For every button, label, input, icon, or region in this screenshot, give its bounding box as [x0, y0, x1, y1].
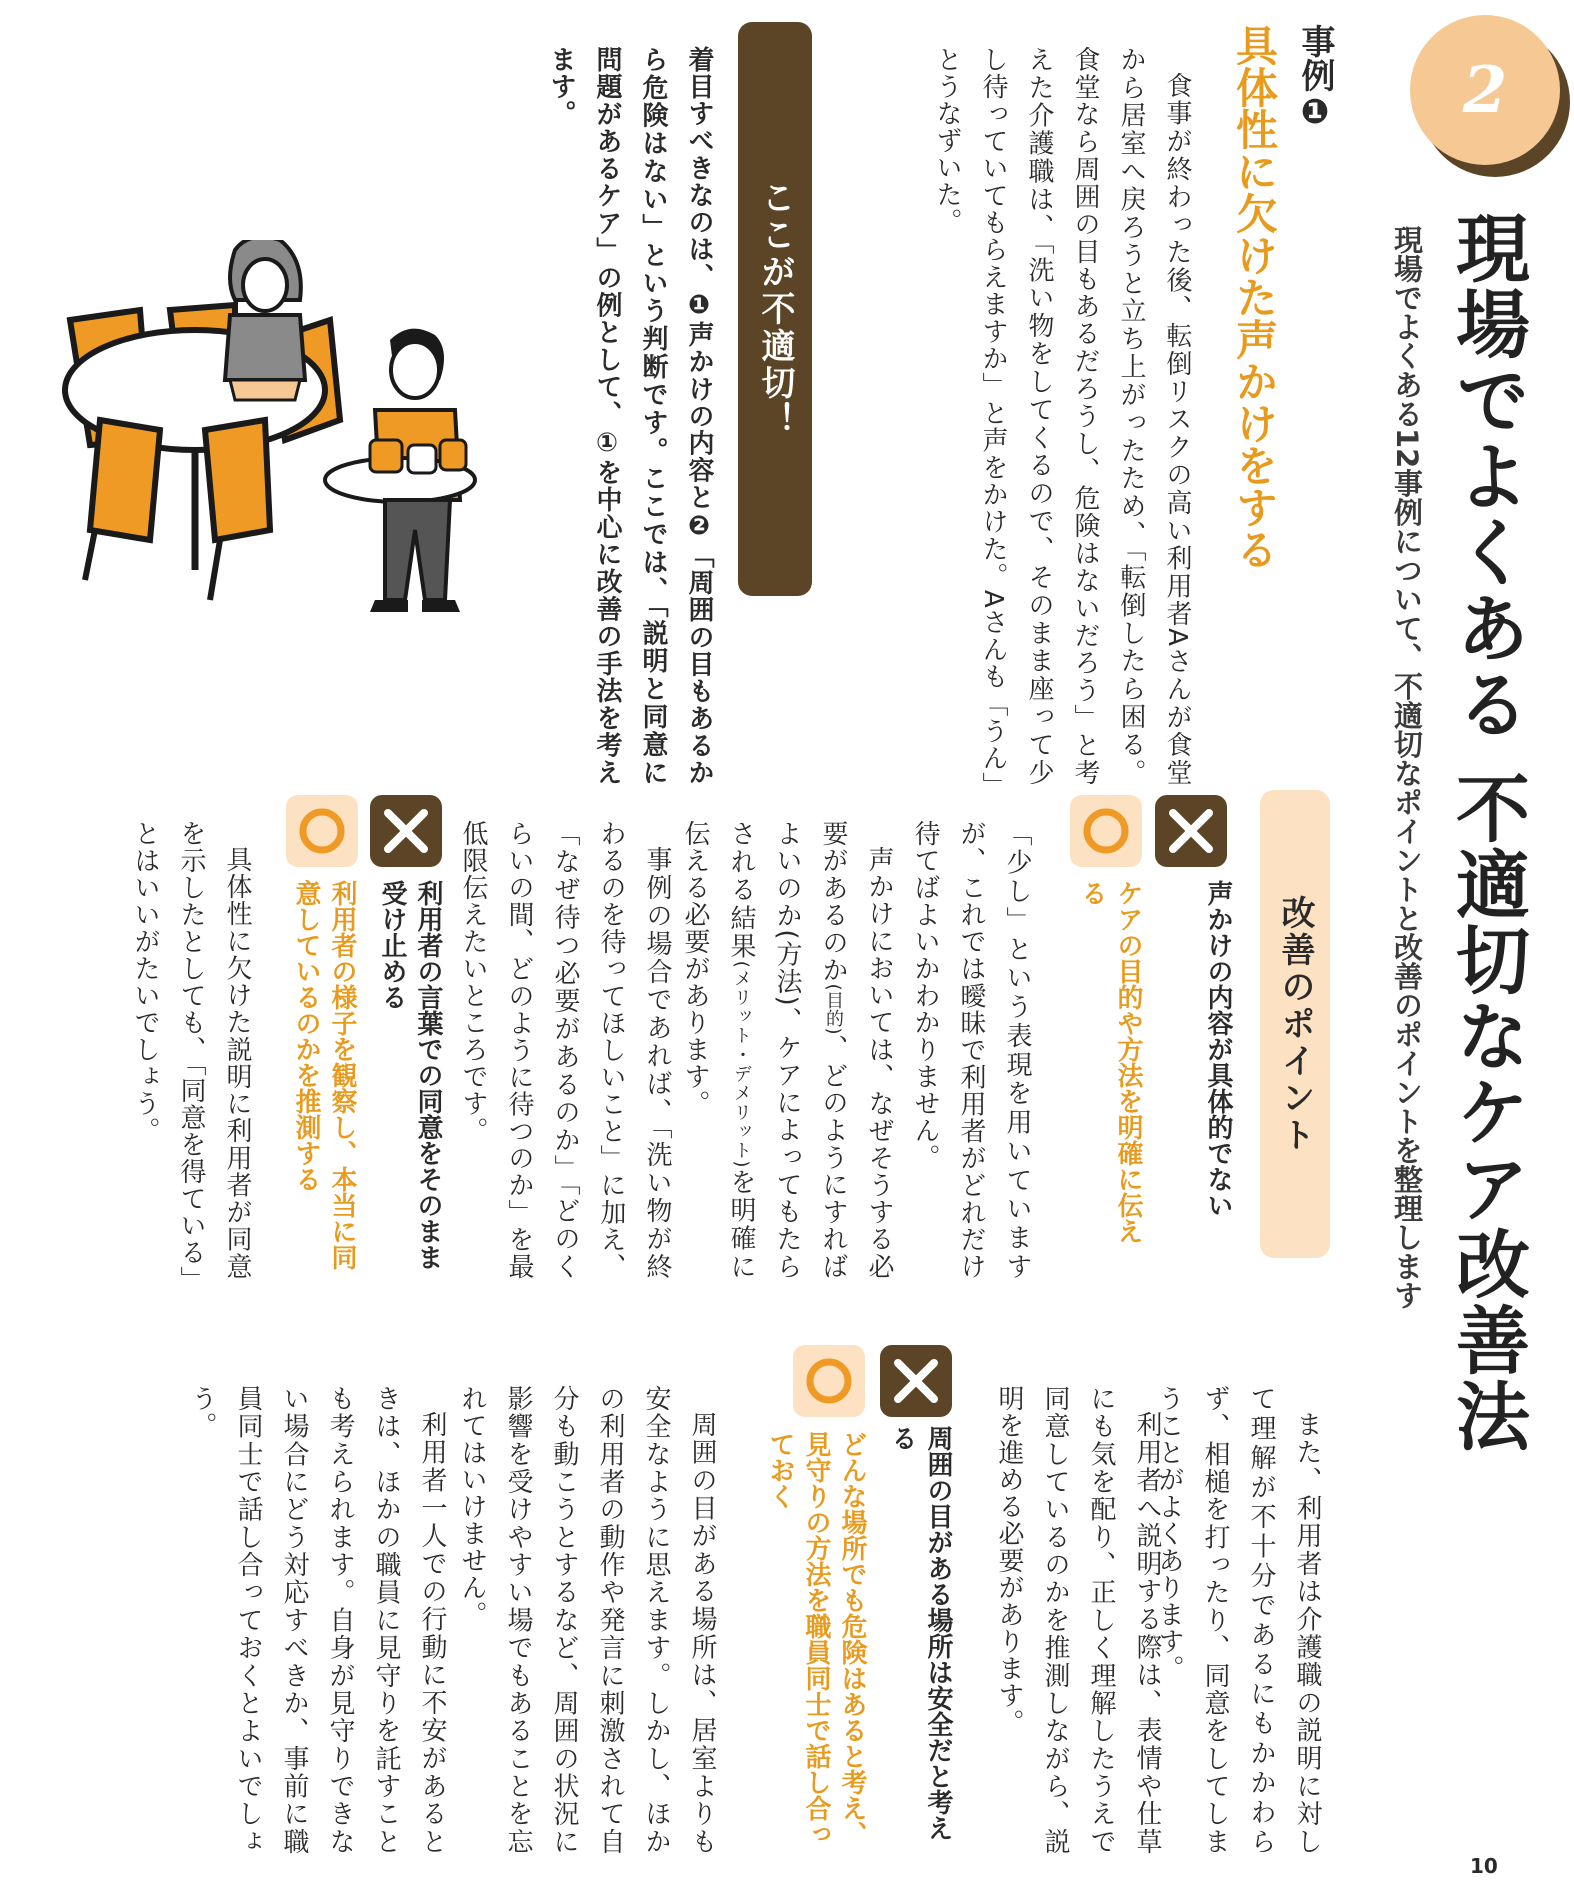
point2-para1: 具体性に欠けた説明に利用者が同意を示したとしても、「同意を得ている」とはいいがたいでしょう。	[130, 820, 252, 1280]
point2-para2: また、利用者は介護職の説明に対して理解が不十分であるにもかかわらず、相槌を打ったり、同意をしてしまうことがよくあります。	[1154, 1385, 1322, 1855]
circle-mark-icon	[1070, 795, 1142, 867]
point3-bad: 周囲の目がある場所は安全だと考える	[887, 1425, 953, 1841]
chapter-badge-disc	[1410, 15, 1560, 165]
point1-para1: 「少し」という表現を用いていますが、これでは曖昧で利用者がどれだけ待てばよいかわかりません。	[910, 820, 1032, 1280]
point1-good: ケアの目的や方法を明確に伝える	[1077, 880, 1143, 1244]
problem-body: 着目すべきなのは、❶声かけの内容と❷「周囲の目もあるから危険はない」という判断です。ここでは、「説明と同意に問題があるケア」の例として、①を中心に改善の手法を考えます。	[546, 46, 714, 786]
point2-para3: 利用者へ説明する際は、表情や仕草にも気を配り、正しく理解したうえで同意しているのかを推測しながら、説明を進める必要があります。	[994, 1385, 1162, 1855]
case-label: 事例❶	[1295, 24, 1335, 132]
case-body	[870, 46, 1200, 786]
point1-para2: 声かけにおいては、なぜそうする必要があるのか(目的)、どのようにすればよいのか(方法)、ケアによってもたらされる結果(メリット・デメリット)を明確に伝える必要があります。	[680, 820, 894, 1281]
problem-banner-label: ここが不適切！	[755, 179, 795, 439]
improvement-banner-label: 改善のポイント	[1275, 894, 1315, 1154]
problem-banner	[738, 22, 812, 596]
point2-bad: 利用者の言葉での同意をそのまま受け止める	[377, 880, 443, 1270]
point1-para3: 事例の場合であれば、「洗い物が終わるのを待ってほしいこと」に加え、「なぜ待つ必要があるのか」「どのくらいの間、どのように待つのか」を最低限伝えたいところです。	[458, 820, 672, 1280]
point3-para1: 周囲の目がある場所は、居室よりも安全なように思えます。しかし、ほかの利用者の動作や発言に刺激されて自分も動こうとするなど、周囲の状況に影響を受けやすい場でもあることを忘れてはいけません。	[457, 1385, 717, 1855]
x-mark-icon	[1155, 795, 1227, 867]
chair-icon	[85, 420, 160, 580]
point2-good: 利用者の様子を観察し、本当に同意しているのかを推測する	[291, 880, 357, 1270]
x-mark-icon	[370, 795, 442, 867]
case-body-text: 食事が終わった後、転倒リスクの高い利用者Aさんが食堂から居室へ戻ろうと立ち上がったため、「転倒したら困る。食堂なら周囲の目もあるだろうし、危険はないだろう」と考えた介護職は、「洗い物をしてくるので、そのまま座って少し待っていてもらえますか」と声をかけた。Aさんも「うん」とうなずいた。	[932, 46, 1192, 786]
dining-illustration	[30, 240, 570, 720]
chapter-badge	[1410, 15, 1570, 175]
chapter-subtitle: 現場でよくある12事例について、不適切なポイントと改善のポイントを整理します	[1390, 225, 1424, 1310]
point3-para2: 利用者一人での行動に不安があるときは、ほかの職員に見守りを託すことも考えられます。自身が見守りできない場合にどう対応すべきか、事前に職員同士で話し合っておくとよいでしょう。	[187, 1385, 447, 1855]
case-heading: 具体性に欠けた声かけをする	[1230, 24, 1279, 570]
point1-body	[680, 820, 1040, 1281]
woman-figure	[225, 240, 305, 400]
circle-mark-icon	[286, 795, 358, 867]
point1-bad: 声かけの内容が具体的でない	[1203, 880, 1233, 1218]
improvement-banner	[1260, 790, 1330, 1258]
man-with-tray-figure	[325, 329, 475, 612]
chapter-title: 現場でよくある 不適切なケア改善法	[1444, 210, 1530, 1454]
point3-good: どんな場所でも危険はあると考え、見守りの方法を職員同士で話し合っておく	[765, 1431, 867, 1847]
x-mark-icon	[880, 1345, 952, 1417]
page-number: 10	[1470, 1854, 1498, 1878]
chapter-number: 2	[1462, 52, 1508, 128]
chair-icon	[205, 420, 270, 600]
